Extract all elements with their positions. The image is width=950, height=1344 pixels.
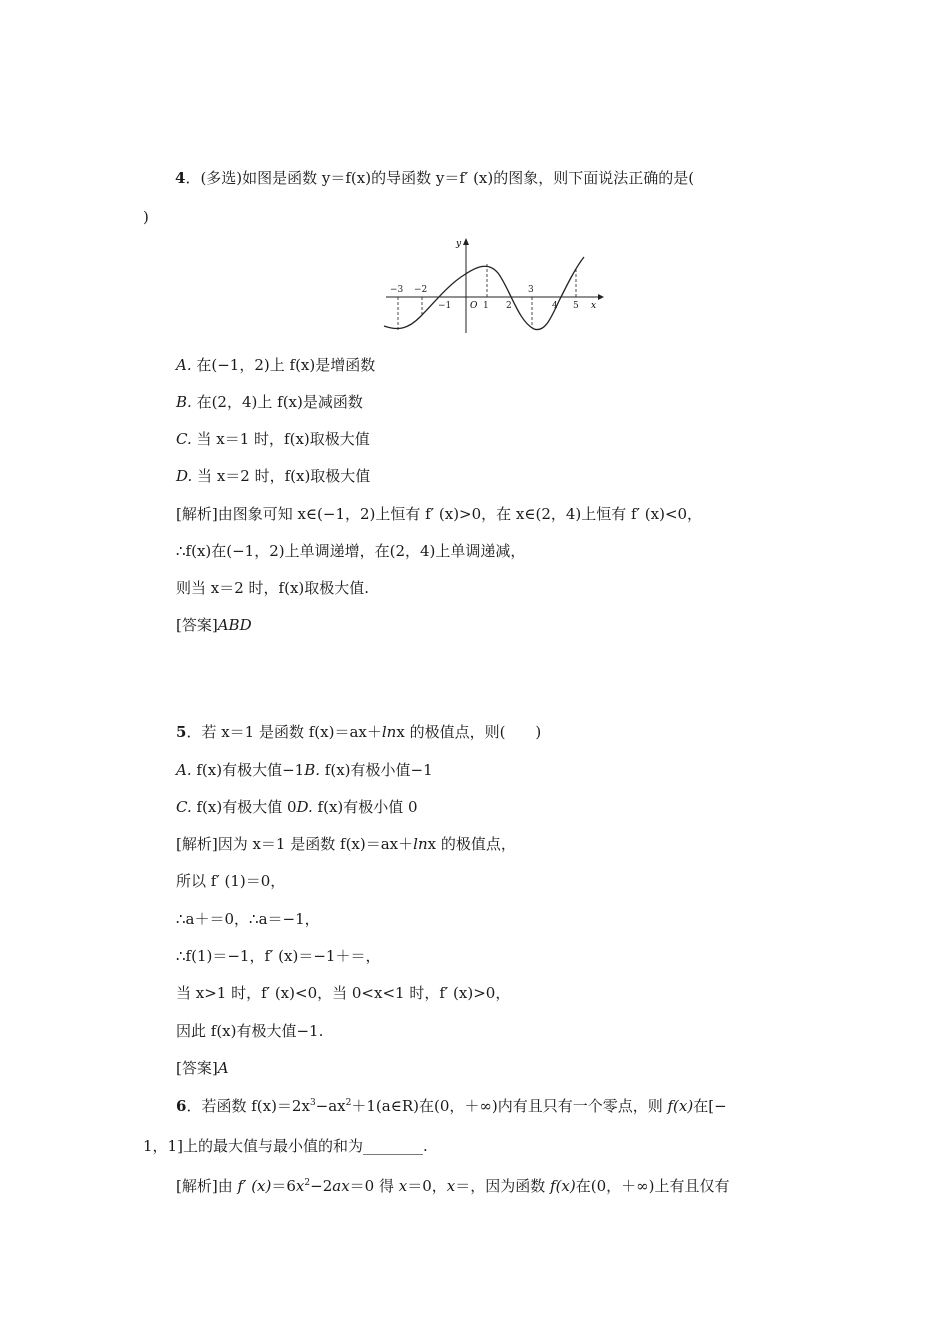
q5-analysis-4: ∴f(1)＝−1，f′ (x)＝−1＋＝， xyxy=(176,947,381,965)
origin-label: O xyxy=(470,301,478,311)
q6-stem: 6．若函数 $f(x)=2x^3-ax^2+1(a\in R)$在(0，＋∞)内有且只有一个零点，则 f(x)在[− xyxy=(176,1097,727,1115)
q4-option-b: B. 在(2，4)上 f(x)是减函数 xyxy=(176,393,363,411)
q5-options-row-1: A. f(x)有极大值−1B. f(x)有极小值−1 xyxy=(176,761,433,779)
q5-stem: 5．若 x＝1 是函数 f(x)＝ax＋lnx 的极值点，则( ) xyxy=(176,723,542,741)
q4-stem-end: ) xyxy=(143,208,149,226)
q5-analysis-1: [解析]因为 x＝1 是函数 f(x)＝ax＋lnx 的极值点， xyxy=(176,835,516,853)
q5-analysis-2: 所以 f′ (1)＝0， xyxy=(176,872,286,890)
q4-answer: [答案]ABD xyxy=(176,616,252,634)
tick-neg3: −3 xyxy=(390,285,404,295)
tick-2: 2 xyxy=(506,301,512,311)
y-axis-arrow-icon xyxy=(463,238,469,245)
q4-analysis-3: 则当 x＝2 时，f(x)取极大值. xyxy=(176,579,370,597)
x-axis-label: x xyxy=(591,301,597,311)
tick-3: 3 xyxy=(528,285,534,295)
tick-4: 4 xyxy=(552,301,558,311)
tick-5: 5 xyxy=(573,301,579,311)
tick-1: 1 xyxy=(483,301,489,311)
q6-analysis-1: [解析]由 f′ $(x)=6x^2-2ax=0$ 得 x＝0，x＝，因为函数 f(x)在(0，＋∞)上有且仅有 xyxy=(176,1177,730,1195)
q5-analysis-6: 因此 f(x)有极大值−1. xyxy=(176,1022,324,1040)
q4-option-a: A. 在(−1，2)上 f(x)是增函数 xyxy=(176,356,376,374)
q5-answer: [答案]A xyxy=(176,1059,229,1077)
q4-analysis-1: [解析]由图象可知 x∈(−1，2)上恒有 f′ (x)>0，在 x∈(2，4)上恒有 f′ (x)<0， xyxy=(176,505,703,523)
q5-options-row-2: C. f(x)有极大值 0D. f(x)有极小值 0 xyxy=(176,798,418,816)
q5-analysis-5: 当 x>1 时，f′ (x)<0，当 0<x<1 时，f′ (x)>0， xyxy=(176,984,511,1002)
q4-analysis-2: ∴f(x)在(−1，2)上单调递增，在(2，4)上单调递减， xyxy=(176,542,526,560)
q4-stem: 4．(多选)如图是函数 y＝f(x)的导函数 y＝f′ (x)的图象，则下面说法正确的是( xyxy=(175,169,695,187)
q4-option-d: D. 当 x＝2 时，f(x)取极大值 xyxy=(176,467,371,485)
tick-neg1: −1 xyxy=(438,301,452,311)
tick-neg2: −2 xyxy=(414,285,428,295)
derivative-graph xyxy=(380,233,605,338)
q5-analysis-3: ∴a＋＝0，∴a＝−1， xyxy=(176,910,320,928)
q4-option-c: C. 当 x＝1 时，f(x)取极大值 xyxy=(176,430,370,448)
q6-stem-line-2: 1，1]上的最大值与最小值的和为________. xyxy=(143,1137,428,1155)
x-axis-arrow-icon xyxy=(598,294,604,300)
y-axis-label: y xyxy=(456,239,462,249)
